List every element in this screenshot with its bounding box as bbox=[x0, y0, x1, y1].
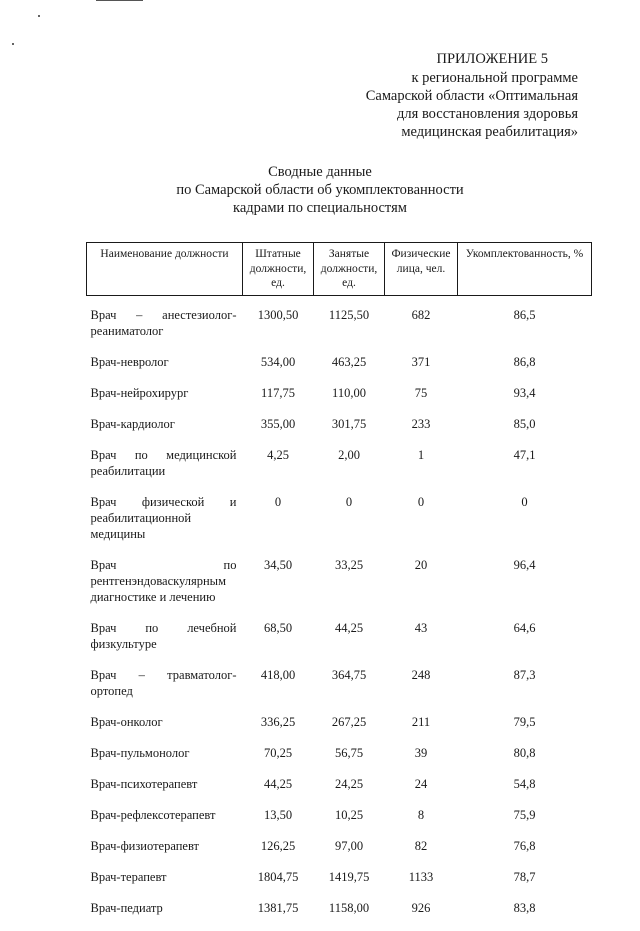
table-row bbox=[87, 354, 592, 385]
persons-count-cell: 1133 bbox=[408, 869, 434, 884]
position-name-cell: Врач-физиотерапевт bbox=[90, 838, 200, 853]
occupied-positions-cell: 267,25 bbox=[331, 714, 367, 729]
staff-positions-cell: 126,25 bbox=[260, 838, 296, 853]
persons-count-cell: 1 bbox=[417, 447, 425, 462]
persons-count-cell: 211 bbox=[411, 714, 431, 729]
position-name-cell: Врач-рефлексотерапевт bbox=[90, 807, 216, 822]
table-row bbox=[87, 416, 592, 447]
staff-positions-cell: 34,50 bbox=[263, 557, 293, 572]
occupied-positions-cell: 110,00 bbox=[332, 385, 366, 400]
table-row bbox=[87, 447, 592, 494]
table-row bbox=[87, 295, 592, 354]
staffing-percent-cell: 64,6 bbox=[513, 620, 536, 635]
appendix-line: медицинская реабилитация» bbox=[401, 124, 578, 140]
table-row bbox=[87, 900, 592, 931]
staffing-percent-cell: 87,3 bbox=[513, 667, 536, 682]
occupied-positions-cell: 1125,50 bbox=[328, 307, 370, 322]
staffing-percent-cell: 83,8 bbox=[513, 900, 536, 915]
position-name-cell: Врач-невролог bbox=[90, 354, 169, 369]
table-row bbox=[87, 494, 592, 557]
staff-positions-cell: 68,50 bbox=[263, 620, 293, 635]
position-name-cell: Врач-терапевт bbox=[90, 869, 167, 884]
table-row bbox=[87, 776, 592, 807]
appendix-line: к региональной программе bbox=[411, 70, 578, 86]
occupied-positions-cell: 97,00 bbox=[334, 838, 364, 853]
position-name-cell: Врач по рентгенэндоваскулярным диагностике и лечению bbox=[90, 557, 237, 604]
scan-artifact-dot bbox=[12, 43, 14, 45]
persons-count-cell: 926 bbox=[411, 900, 431, 915]
occupied-positions-cell: 463,25 bbox=[331, 354, 367, 369]
position-name-cell: Врач-нейрохирург bbox=[90, 385, 189, 400]
staffing-percent-cell: 93,4 bbox=[513, 385, 536, 400]
table-row bbox=[87, 385, 592, 416]
persons-count-cell: 8 bbox=[417, 807, 425, 822]
table-row bbox=[87, 714, 592, 745]
staffing-percent-cell: 80,8 bbox=[513, 745, 536, 760]
occupied-positions-cell: 24,25 bbox=[334, 776, 364, 791]
staffing-percent-cell: 78,7 bbox=[513, 869, 536, 884]
header-persons: Физические лица, чел. bbox=[385, 243, 458, 296]
header-staff-positions: Штатные должности, ед. bbox=[243, 243, 314, 296]
table-row bbox=[87, 745, 592, 776]
occupied-positions-cell: 56,75 bbox=[334, 745, 364, 760]
persons-count-cell: 43 bbox=[414, 620, 428, 635]
staffing-percent-cell: 96,4 bbox=[513, 557, 536, 572]
staff-positions-cell: 355,00 bbox=[260, 416, 296, 431]
staffing-table bbox=[86, 242, 592, 931]
staffing-percent-cell: 86,5 bbox=[513, 307, 536, 322]
persons-count-cell: 233 bbox=[411, 416, 431, 431]
appendix-line: для восстановления здоровья bbox=[397, 106, 578, 122]
staff-positions-cell: 336,25 bbox=[260, 714, 296, 729]
table-row bbox=[87, 838, 592, 869]
occupied-positions-cell: 10,25 bbox=[334, 807, 364, 822]
persons-count-cell: 24 bbox=[414, 776, 428, 791]
position-name-cell: Врач-пульмонолог bbox=[90, 745, 190, 760]
scan-artifact-line bbox=[96, 0, 143, 1]
staff-positions-cell: 1300,50 bbox=[257, 307, 299, 322]
staffing-percent-cell: 85,0 bbox=[513, 416, 536, 431]
position-name-cell: Врач – травматолог-ортопед bbox=[90, 667, 237, 698]
persons-count-cell: 82 bbox=[414, 838, 428, 853]
table-row bbox=[87, 557, 592, 620]
occupied-positions-cell: 301,75 bbox=[331, 416, 367, 431]
header-position: Наименование должности bbox=[87, 243, 243, 296]
position-name-cell: Врач-психотерапевт bbox=[90, 776, 198, 791]
heading-line: по Самарской области об укомплектованности bbox=[176, 182, 464, 198]
header-staffing-percent: Укомплектованность, % bbox=[458, 243, 592, 296]
scan-artifact-dot bbox=[38, 15, 40, 17]
occupied-positions-cell: 0 bbox=[345, 494, 353, 509]
header-occupied-positions: Занятые должности, ед. bbox=[314, 243, 385, 296]
persons-count-cell: 20 bbox=[414, 557, 428, 572]
staff-positions-cell: 1381,75 bbox=[257, 900, 299, 915]
staffing-percent-cell: 54,8 bbox=[513, 776, 536, 791]
table-row bbox=[87, 620, 592, 667]
staff-positions-cell: 70,25 bbox=[263, 745, 293, 760]
staffing-percent-cell: 86,8 bbox=[513, 354, 536, 369]
persons-count-cell: 0 bbox=[417, 494, 425, 509]
position-name-cell: Врач-кардиолог bbox=[90, 416, 175, 431]
occupied-positions-cell: 1158,00 bbox=[328, 900, 370, 915]
staff-positions-cell: 1804,75 bbox=[257, 869, 299, 884]
staffing-percent-cell: 47,1 bbox=[513, 447, 536, 462]
staffing-percent-cell: 79,5 bbox=[513, 714, 536, 729]
persons-count-cell: 75 bbox=[414, 385, 428, 400]
position-name-cell: Врач-онколог bbox=[90, 714, 163, 729]
table-header-row bbox=[87, 243, 592, 296]
document-heading bbox=[0, 163, 640, 217]
table-row bbox=[87, 807, 592, 838]
position-name-cell: Врач по медицинской реабилитации bbox=[90, 447, 237, 478]
persons-count-cell: 682 bbox=[411, 307, 431, 322]
staff-positions-cell: 4,25 bbox=[267, 447, 289, 462]
heading-line: кадрами по специальностям bbox=[233, 200, 407, 216]
appendix-title: ПРИЛОЖЕНИЕ 5 bbox=[436, 51, 548, 67]
table-row bbox=[87, 869, 592, 900]
staff-positions-cell: 117,75 bbox=[261, 385, 295, 400]
table-row bbox=[87, 667, 592, 714]
persons-count-cell: 39 bbox=[414, 745, 428, 760]
staff-positions-cell: 44,25 bbox=[263, 776, 293, 791]
persons-count-cell: 371 bbox=[411, 354, 431, 369]
position-name-cell: Врач-педиатр bbox=[90, 900, 163, 915]
staff-positions-cell: 13,50 bbox=[263, 807, 293, 822]
persons-count-cell: 248 bbox=[411, 667, 431, 682]
occupied-positions-cell: 1419,75 bbox=[328, 869, 370, 884]
occupied-positions-cell: 364,75 bbox=[331, 667, 367, 682]
staffing-percent-cell: 76,8 bbox=[513, 838, 536, 853]
occupied-positions-cell: 2,00 bbox=[338, 447, 360, 462]
staffing-percent-cell: 0 bbox=[521, 494, 528, 509]
position-name-cell: Врач – анестезиолог-реаниматолог bbox=[90, 307, 237, 338]
staffing-percent-cell: 75,9 bbox=[513, 807, 536, 822]
position-name-cell: Врач по лечебной физкультуре bbox=[90, 620, 237, 651]
occupied-positions-cell: 33,25 bbox=[334, 557, 364, 572]
heading-line: Сводные данные bbox=[268, 164, 372, 180]
appendix-block bbox=[278, 50, 578, 141]
position-name-cell: Врач физической и реабилитационной медицины bbox=[90, 494, 237, 541]
occupied-positions-cell: 44,25 bbox=[334, 620, 364, 635]
staff-positions-cell: 534,00 bbox=[260, 354, 296, 369]
staff-positions-cell: 0 bbox=[274, 494, 282, 509]
staff-positions-cell: 418,00 bbox=[260, 667, 296, 682]
appendix-line: Самарской области «Оптимальная bbox=[365, 88, 578, 104]
